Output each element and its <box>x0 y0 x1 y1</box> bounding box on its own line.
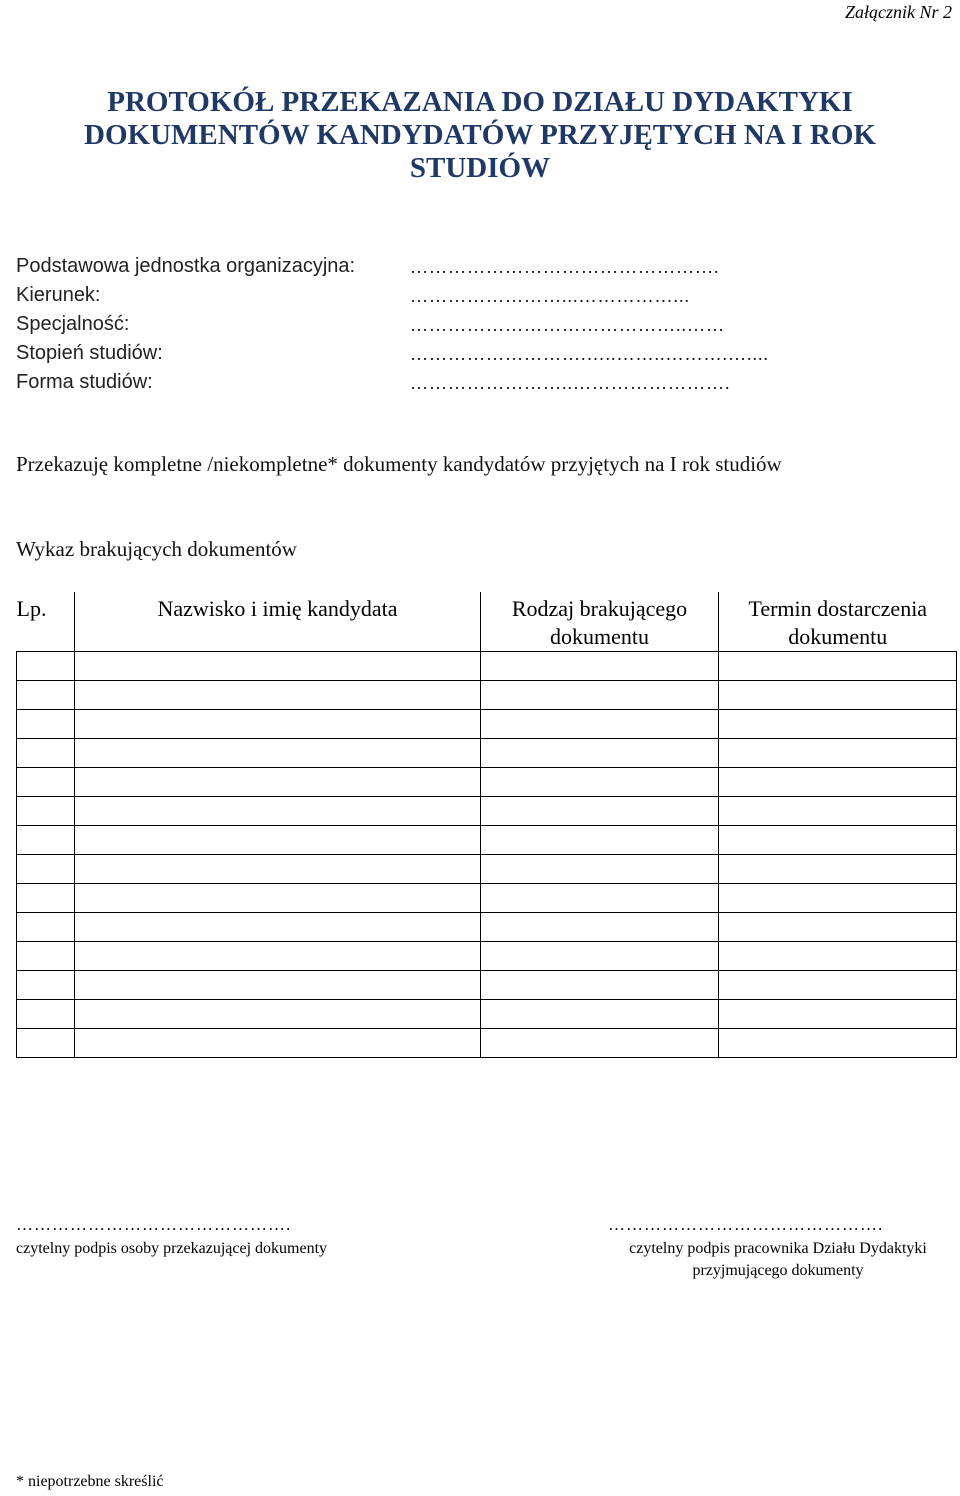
table-cell[interactable] <box>75 855 481 884</box>
title-line-2: DOKUMENTÓW KANDYDATÓW PRZYJĘTYCH NA I ROK <box>84 119 876 151</box>
table-row <box>17 681 957 710</box>
field-label-specjalnosc: Specjalność: <box>16 313 130 335</box>
table-row <box>17 797 957 826</box>
table-cell[interactable] <box>17 884 75 913</box>
table-row <box>17 710 957 739</box>
table-cell[interactable] <box>719 797 957 826</box>
table-cell[interactable] <box>481 710 719 739</box>
table-cell[interactable] <box>481 797 719 826</box>
table-cell[interactable] <box>719 739 957 768</box>
header-document-type: Rodzaj brakującego dokumentu <box>481 592 719 652</box>
table-cell[interactable] <box>719 913 957 942</box>
table-cell[interactable] <box>481 1000 719 1029</box>
table-cell[interactable] <box>17 710 75 739</box>
table-cell[interactable] <box>75 710 481 739</box>
signature-line-left[interactable]: ………………………………………. <box>16 1215 292 1234</box>
field-label-unit: Podstawowa jednostka organizacyjna: <box>16 255 356 277</box>
table-cell[interactable] <box>75 739 481 768</box>
table-cell[interactable] <box>481 681 719 710</box>
table-row <box>17 826 957 855</box>
table-cell[interactable] <box>719 826 957 855</box>
missing-documents-table <box>16 592 957 1058</box>
table-cell[interactable] <box>719 855 957 884</box>
table-cell[interactable] <box>719 710 957 739</box>
header-lp: Lp. <box>17 592 75 652</box>
table-row <box>17 739 957 768</box>
table-body <box>17 652 957 1058</box>
table-cell[interactable] <box>719 942 957 971</box>
table-cell[interactable] <box>719 1029 957 1058</box>
field-value-unit[interactable]: …………………………………………. <box>410 257 720 277</box>
table-cell[interactable] <box>75 797 481 826</box>
table-cell[interactable] <box>17 681 75 710</box>
table-row <box>17 855 957 884</box>
document-title <box>0 86 960 185</box>
table-cell[interactable] <box>17 971 75 1000</box>
header-delivery-date: Termin dostarczenia dokumentu <box>719 592 957 652</box>
table-cell[interactable] <box>17 826 75 855</box>
field-label-kierunek: Kierunek: <box>16 284 101 306</box>
footnote: * niepotrzebne skreślić <box>16 1473 164 1490</box>
table-row <box>17 1029 957 1058</box>
annex-label: Załącznik Nr 2 <box>844 2 952 22</box>
field-label-forma: Forma studiów: <box>16 371 153 393</box>
table-cell[interactable] <box>17 855 75 884</box>
table-row <box>17 652 957 681</box>
table-cell[interactable] <box>17 1029 75 1058</box>
field-value-forma[interactable]: ……………………..……………………. <box>410 373 731 393</box>
table-cell[interactable] <box>481 826 719 855</box>
table-cell[interactable] <box>719 971 957 1000</box>
table-cell[interactable] <box>719 1000 957 1029</box>
missing-documents-heading: Wykaz brakujących dokumentów <box>16 537 297 561</box>
table-cell[interactable] <box>17 652 75 681</box>
table-cell[interactable] <box>75 971 481 1000</box>
table-cell[interactable] <box>481 942 719 971</box>
table-cell[interactable] <box>75 826 481 855</box>
table-cell[interactable] <box>481 652 719 681</box>
signature-line-right[interactable]: ………………………………………. <box>608 1215 884 1234</box>
table-cell[interactable] <box>17 913 75 942</box>
signature-label-right-line2: przyjmującego dokumenty <box>692 1262 864 1279</box>
table-cell[interactable] <box>481 768 719 797</box>
signature-label-right-line1: czytelny podpis pracownika Działu Dydaktyki <box>629 1240 927 1257</box>
table-cell[interactable] <box>75 1000 481 1029</box>
table-cell[interactable] <box>481 739 719 768</box>
table-cell[interactable] <box>481 1029 719 1058</box>
table-row <box>17 942 957 971</box>
table-cell[interactable] <box>75 884 481 913</box>
table-row <box>17 768 957 797</box>
table-row <box>17 971 957 1000</box>
table-cell[interactable] <box>719 884 957 913</box>
table-cell[interactable] <box>17 942 75 971</box>
table-cell[interactable] <box>481 855 719 884</box>
table-cell[interactable] <box>17 768 75 797</box>
field-label-stopien: Stopień studiów: <box>16 342 163 364</box>
table-cell[interactable] <box>75 942 481 971</box>
signature-label-left: czytelny podpis osoby przekazującej dokumenty <box>16 1240 328 1257</box>
table-cell[interactable] <box>481 913 719 942</box>
table-cell[interactable] <box>17 739 75 768</box>
field-value-kierunek[interactable]: ……………………...……………... <box>410 286 690 306</box>
table-cell[interactable] <box>75 913 481 942</box>
table-cell[interactable] <box>75 652 481 681</box>
table-row <box>17 913 957 942</box>
field-value-stopien[interactable]: ……………………….…..……..……….….... <box>410 344 769 364</box>
header-name: Nazwisko i imię kandydata <box>75 592 481 652</box>
table-cell[interactable] <box>481 971 719 1000</box>
table-cell[interactable] <box>75 681 481 710</box>
statement-text: Przekazuję kompletne /niekompletne* dokumenty kandydatów przyjętych na I rok studiów <box>16 452 782 476</box>
field-value-specjalnosc[interactable]: ……………………………………..…… <box>410 315 725 335</box>
table-cell[interactable] <box>719 768 957 797</box>
table-cell[interactable] <box>17 797 75 826</box>
table-cell[interactable] <box>481 884 719 913</box>
table-cell[interactable] <box>719 681 957 710</box>
table-cell[interactable] <box>75 768 481 797</box>
table-header-row <box>17 592 957 652</box>
title-line-1: PROTOKÓŁ PRZEKAZANIA DO DZIAŁU DYDAKTYKI <box>107 86 853 118</box>
table-cell[interactable] <box>75 1029 481 1058</box>
table-row <box>17 884 957 913</box>
table-cell[interactable] <box>719 652 957 681</box>
title-line-3: STUDIÓW <box>409 152 551 184</box>
signature-label-right <box>598 1238 958 1282</box>
table-row <box>17 1000 957 1029</box>
table-cell[interactable] <box>17 1000 75 1029</box>
